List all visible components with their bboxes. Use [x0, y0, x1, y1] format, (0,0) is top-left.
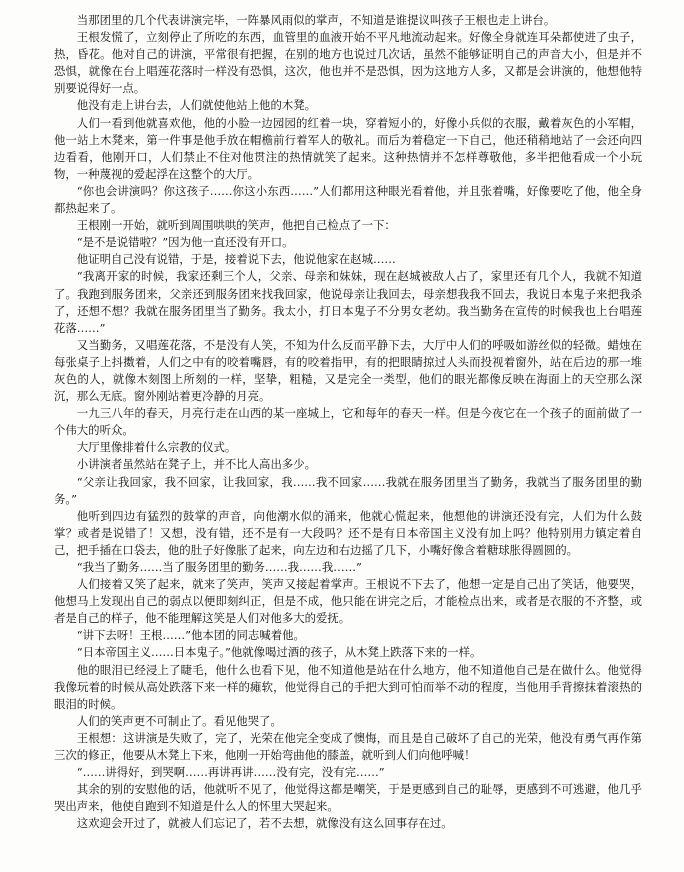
- paragraph: 人们一看到他就喜欢他，他的小脸一边园园的红着一块，穿着短小的，好像小兵似的衣服，戴着灰色的小军帽，他一站上木凳来，第一件事是他手放在帽檐前行着军人的敬礼。而后为着稳定一下自己，他还稍稍地站了一会还向四边看看，他刚开口，人们禁止不住对他贯注的热情就笑了起来。这种热情并不怎样尊敬他，多半把他看成一个小玩物，一种蔑视的爱起浮在这整个的大厅。: [54, 115, 642, 181]
- paragraph: “是不是说错啦？”因为他一直还没有开口。: [76, 235, 294, 250]
- paragraph: 王根发慌了，立刻停止了所吃的东西，血管里的血液开始不平凡地流动起来。好像全身就连耳朵都使进了虫子，热，昏花。他对自己的讲演，平常很有把握，在别的地方也说过几次话，虽然不能够证明自己的声音大小，但是并不恐惧，就像在台上唱莲花落时一样没有恐惧，这次，他也并不是恐惧，因为这地方人多，又都是会讲演的，他想他特别要说得好一点。: [54, 30, 642, 96]
- paragraph: 人们的笑声更不可制止了。看见他哭了。: [76, 713, 282, 728]
- paragraph: 人们接着又笑了起来，就来了笑声，笑声又接起着掌声。王根说不下去了，他想一定是自己出了笑话，他要哭，他想马上发现出自己的弱点以便即刻纠正，但是不成，他只能在讲完之后，才能检点出来，或者是衣服的不齐整，或者是自己的样子，他不能理解这笑是人们对他多大的爱抚。: [54, 577, 642, 626]
- paragraph: 小讲演者虽然站在凳子上，并不比人高出多少。: [76, 457, 317, 472]
- paragraph: 其余的别的安慰他的话，他就听不见了，他觉得这都是嘲笑，于是更感到自己的耻辱，更感到不可逃避，他几乎哭出声来，他使自跑到不知道是什么人的怀里大哭起来。: [54, 782, 642, 814]
- paragraph: 一九三八年的春天，月亮行走在山西的某一座城上，它和每年的春天一样。但是今夜它在一个孩子的面前做了一个伟大的听众。: [54, 406, 642, 438]
- paragraph: 当那团里的几个代表讲演完毕，一阵暴风雨似的掌声，不知道是谁提议叫孩子王根也走上讲台。: [76, 13, 556, 27]
- paragraph: “父亲让我回家，我不回家，让我回家，我……我不回家……我就在服务团里当了勤务，我就当了服务团里的勤务。”: [54, 474, 642, 506]
- paragraph: 他听到四边有猛烈的鼓掌的声音，向他潮水似的涌来，他就心慌起来，他想他的讲演还没有完，人们为什么鼓掌？或者是说错了！又想，没有错，还不是有一大段吗？还不是有日本帝国主义没有加上吗？他特别用力镇定着自己，把手插在口袋去，他的肚子好像胀了起来，向左边和右边摇了几下，小嘴好像含着糖球胀得圆圆的。: [54, 508, 642, 557]
- paragraph: “你也会讲演吗？你这孩子……你这小东西……”人们都用这种眼光看着他，并且张着嘴，好像要吃了他，他全身都热起来了。: [54, 183, 642, 216]
- paragraph: “讲下去呀！王根……”他本团的同志喊着他。: [76, 628, 305, 643]
- paragraph: 王根刚一开始，就听到周围哄哄的笑声，他把自己检点了一下：: [76, 218, 396, 233]
- paragraph: “日本帝国主义……日本鬼子。”他就像喝过酒的孩子，从木凳上跌落下来的一样。: [76, 645, 482, 660]
- paragraph: 又当勤务，又唱莲花落，不是没有人笑，不知为什么反而平静下去，大厅中人们的呼吸如游丝似的轻微。蜡烛在每张桌子上抖擞着，人们之中有的咬着嘴唇，有的咬着指甲，有的把眼睛掠过人头而投视着窗外，站在后边的那一堆灰色的人，就像木刻图上所刻的一样，坚挚，粗糙，又是完全一类型，他们的眼光都像反映在海面上的天空那么深沉，那么无底。窗外刚站着更冷静的月亮。: [54, 337, 642, 404]
- paragraph: 他的眼泪已经浸上了睫毛，他什么也看下见，他不知道他是站在什么地方，他不知道他自己是在做什么。他觉得我像玩着的时候从高处跌落下来一样的瘫软，他觉得自己的手把大到可怕而举不动的程度，当他用手背擦抹着滚热的眼泪的时候。: [54, 662, 642, 711]
- paragraph: 大厅里像排着什么宗教的仪式。: [76, 440, 237, 455]
- paragraph: “……讲得好，到哭啊……再讲再讲……没有完，没有完……”: [76, 765, 385, 780]
- paragraph: 他证明自己没有说错，于是，接着说下去，他说他家在赵城……: [76, 252, 396, 267]
- paragraph: 他没有走上讲台去，人们就使他站上他的木凳。: [76, 98, 317, 113]
- paragraph: 这欢迎会开过了，就被人们忘记了，若不去想，就像没有这么回事存在过。: [76, 816, 453, 831]
- paragraph: “我离开家的时候，我家还剩三个人，父亲、母亲和妹妹，现在赵城被敌人占了，家里还有几个人，我就不知道了。我跑到服务团来，父亲还到服务团来找我回家，他说母亲让我回去，母亲想我我不回去，我说日本鬼子来把我杀了，还想不想？我就在服务团里当了勤务。我太小，打日本鬼子不分男女老幼。我当勤务在宣传的时候我也上台唱莲花落……”: [54, 269, 642, 335]
- paragraph: 王根想：这讲演是失败了，完了，光荣在他完全变成了懊悔，而且是自己破坏了自己的光荣，他没有勇气再作第三次的修正，他要从木凳上下来，他刚一开始弯曲他的膝盖，就听到人们向他呼喊！: [54, 730, 642, 763]
- paragraph: “我当了勤务……当了服务团里的勤务……我……我……”: [76, 560, 362, 574]
- article-body: [54, 12, 642, 833]
